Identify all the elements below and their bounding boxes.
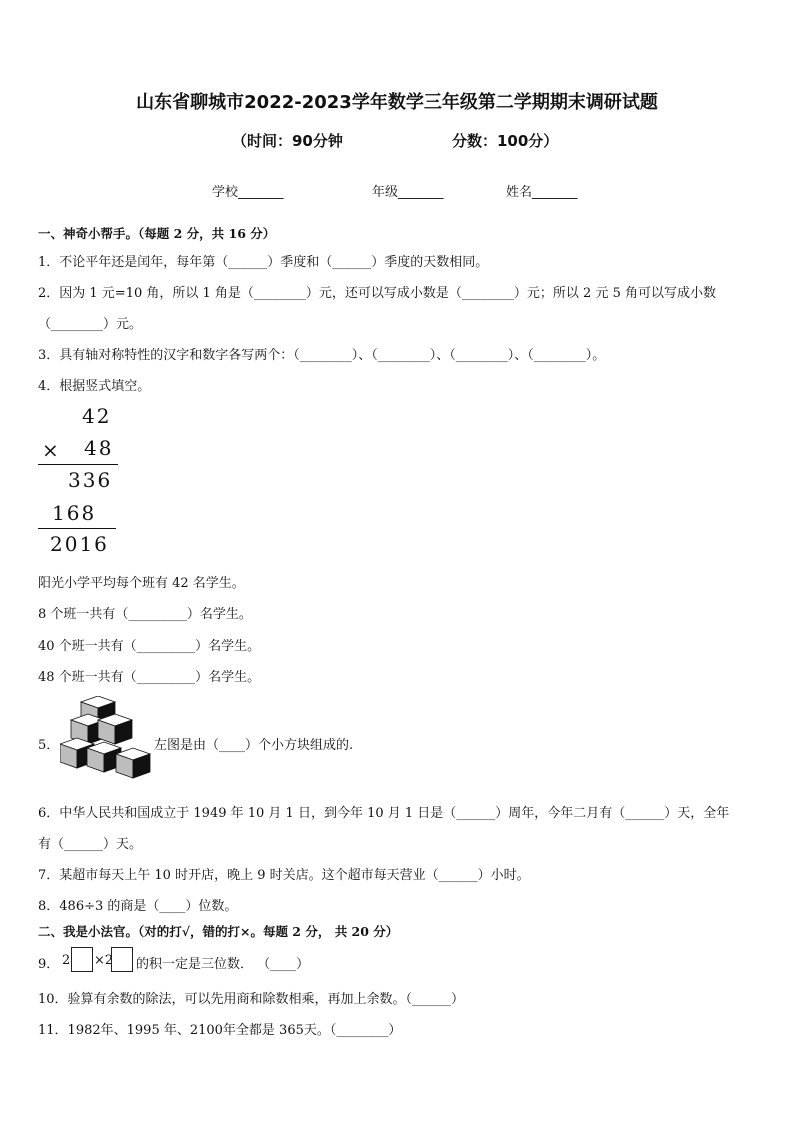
question-9-operator: ×2 [94, 953, 114, 968]
question-9-text: 的积一定是三位数． （____） [136, 957, 310, 972]
name-field: 姓名_______ [506, 185, 578, 200]
exam-score: 分数：100分） [452, 132, 559, 150]
question-4-context: 阳光小学平均每个班有 42 名学生。 [38, 576, 245, 591]
cube-stack-image [60, 696, 154, 782]
exam-time: （时间：90分钟 [232, 132, 343, 150]
question-7: 7．某超市每天上午 10 时开店，晚上 9 时关店。这个超市每天营业（______）小时。 [38, 868, 530, 883]
blank-box-1[interactable] [71, 947, 93, 972]
question-2: 2．因为 1 元=10 角，所以 1 角是（________）元，还可以写成小数是（________）元；所以 2 元 5 角可以写成小数 [38, 286, 716, 301]
section-2-heading: 二、我是小法官。（对的打√，错的打×。每题 2 分， 共 20 分） [38, 924, 399, 939]
school-field: 学校_______ [212, 185, 284, 200]
question-4-blank-1: 8 个班一共有（_________）名学生。 [38, 607, 252, 622]
question-5-text: 左图是由（____）个小方块组成的. [154, 738, 354, 753]
question-9-digit-1: 2 [62, 953, 71, 968]
question-5-number: 5． [38, 738, 60, 753]
question-11: 11．1982年、1995 年、2100年全都是 365天。（________） [38, 1023, 402, 1038]
question-2-cont: （________）元。 [38, 317, 143, 332]
rule-line-2 [38, 528, 116, 529]
multiply-sign: × [42, 438, 61, 462]
question-6: 6．中华人民共和国成立于 1949 年 10 月 1 日，到今年 10 月 1 日是（______）周年，今年二月有（______）天，全年 [38, 806, 730, 821]
product: 2016 [50, 532, 109, 556]
rule-line-1 [38, 464, 118, 465]
question-9-number: 9． [38, 957, 60, 972]
grade-field: 年级_______ [372, 185, 444, 200]
question-4-blank-2: 40 个班一共有（_________）名学生。 [38, 639, 261, 654]
question-3: 3．具有轴对称特性的汉字和数字各写两个：（________）、（________）、（________）、（________）。 [38, 348, 606, 363]
question-4: 4．根据竖式填空。 [38, 379, 151, 394]
section-1-heading: 一、神奇小帮手。（每题 2 分，共 16 分） [38, 226, 276, 241]
question-1: 1．不论平年还是闰年，每年第（______）季度和（______）季度的天数相同。 [38, 255, 489, 270]
blank-box-2[interactable] [111, 947, 133, 972]
partial-product-1: 336 [68, 468, 113, 492]
question-8: 8．486÷3 的商是（____）位数。 [38, 899, 238, 914]
question-6-cont: 有（______）天。 [38, 837, 143, 852]
multiplier: 48 [84, 436, 114, 460]
question-4-blank-3: 48 个班一共有（_________）名学生。 [38, 670, 261, 685]
multiplicand: 42 [82, 404, 112, 428]
question-10: 10．验算有余数的除法，可以先用商和除数相乘，再加上余数。（______） [38, 992, 465, 1007]
page-title: 山东省聊城市2022-2023学年数学三年级第二学期期末调研试题 [136, 92, 658, 113]
partial-product-2: 168 [52, 501, 97, 525]
